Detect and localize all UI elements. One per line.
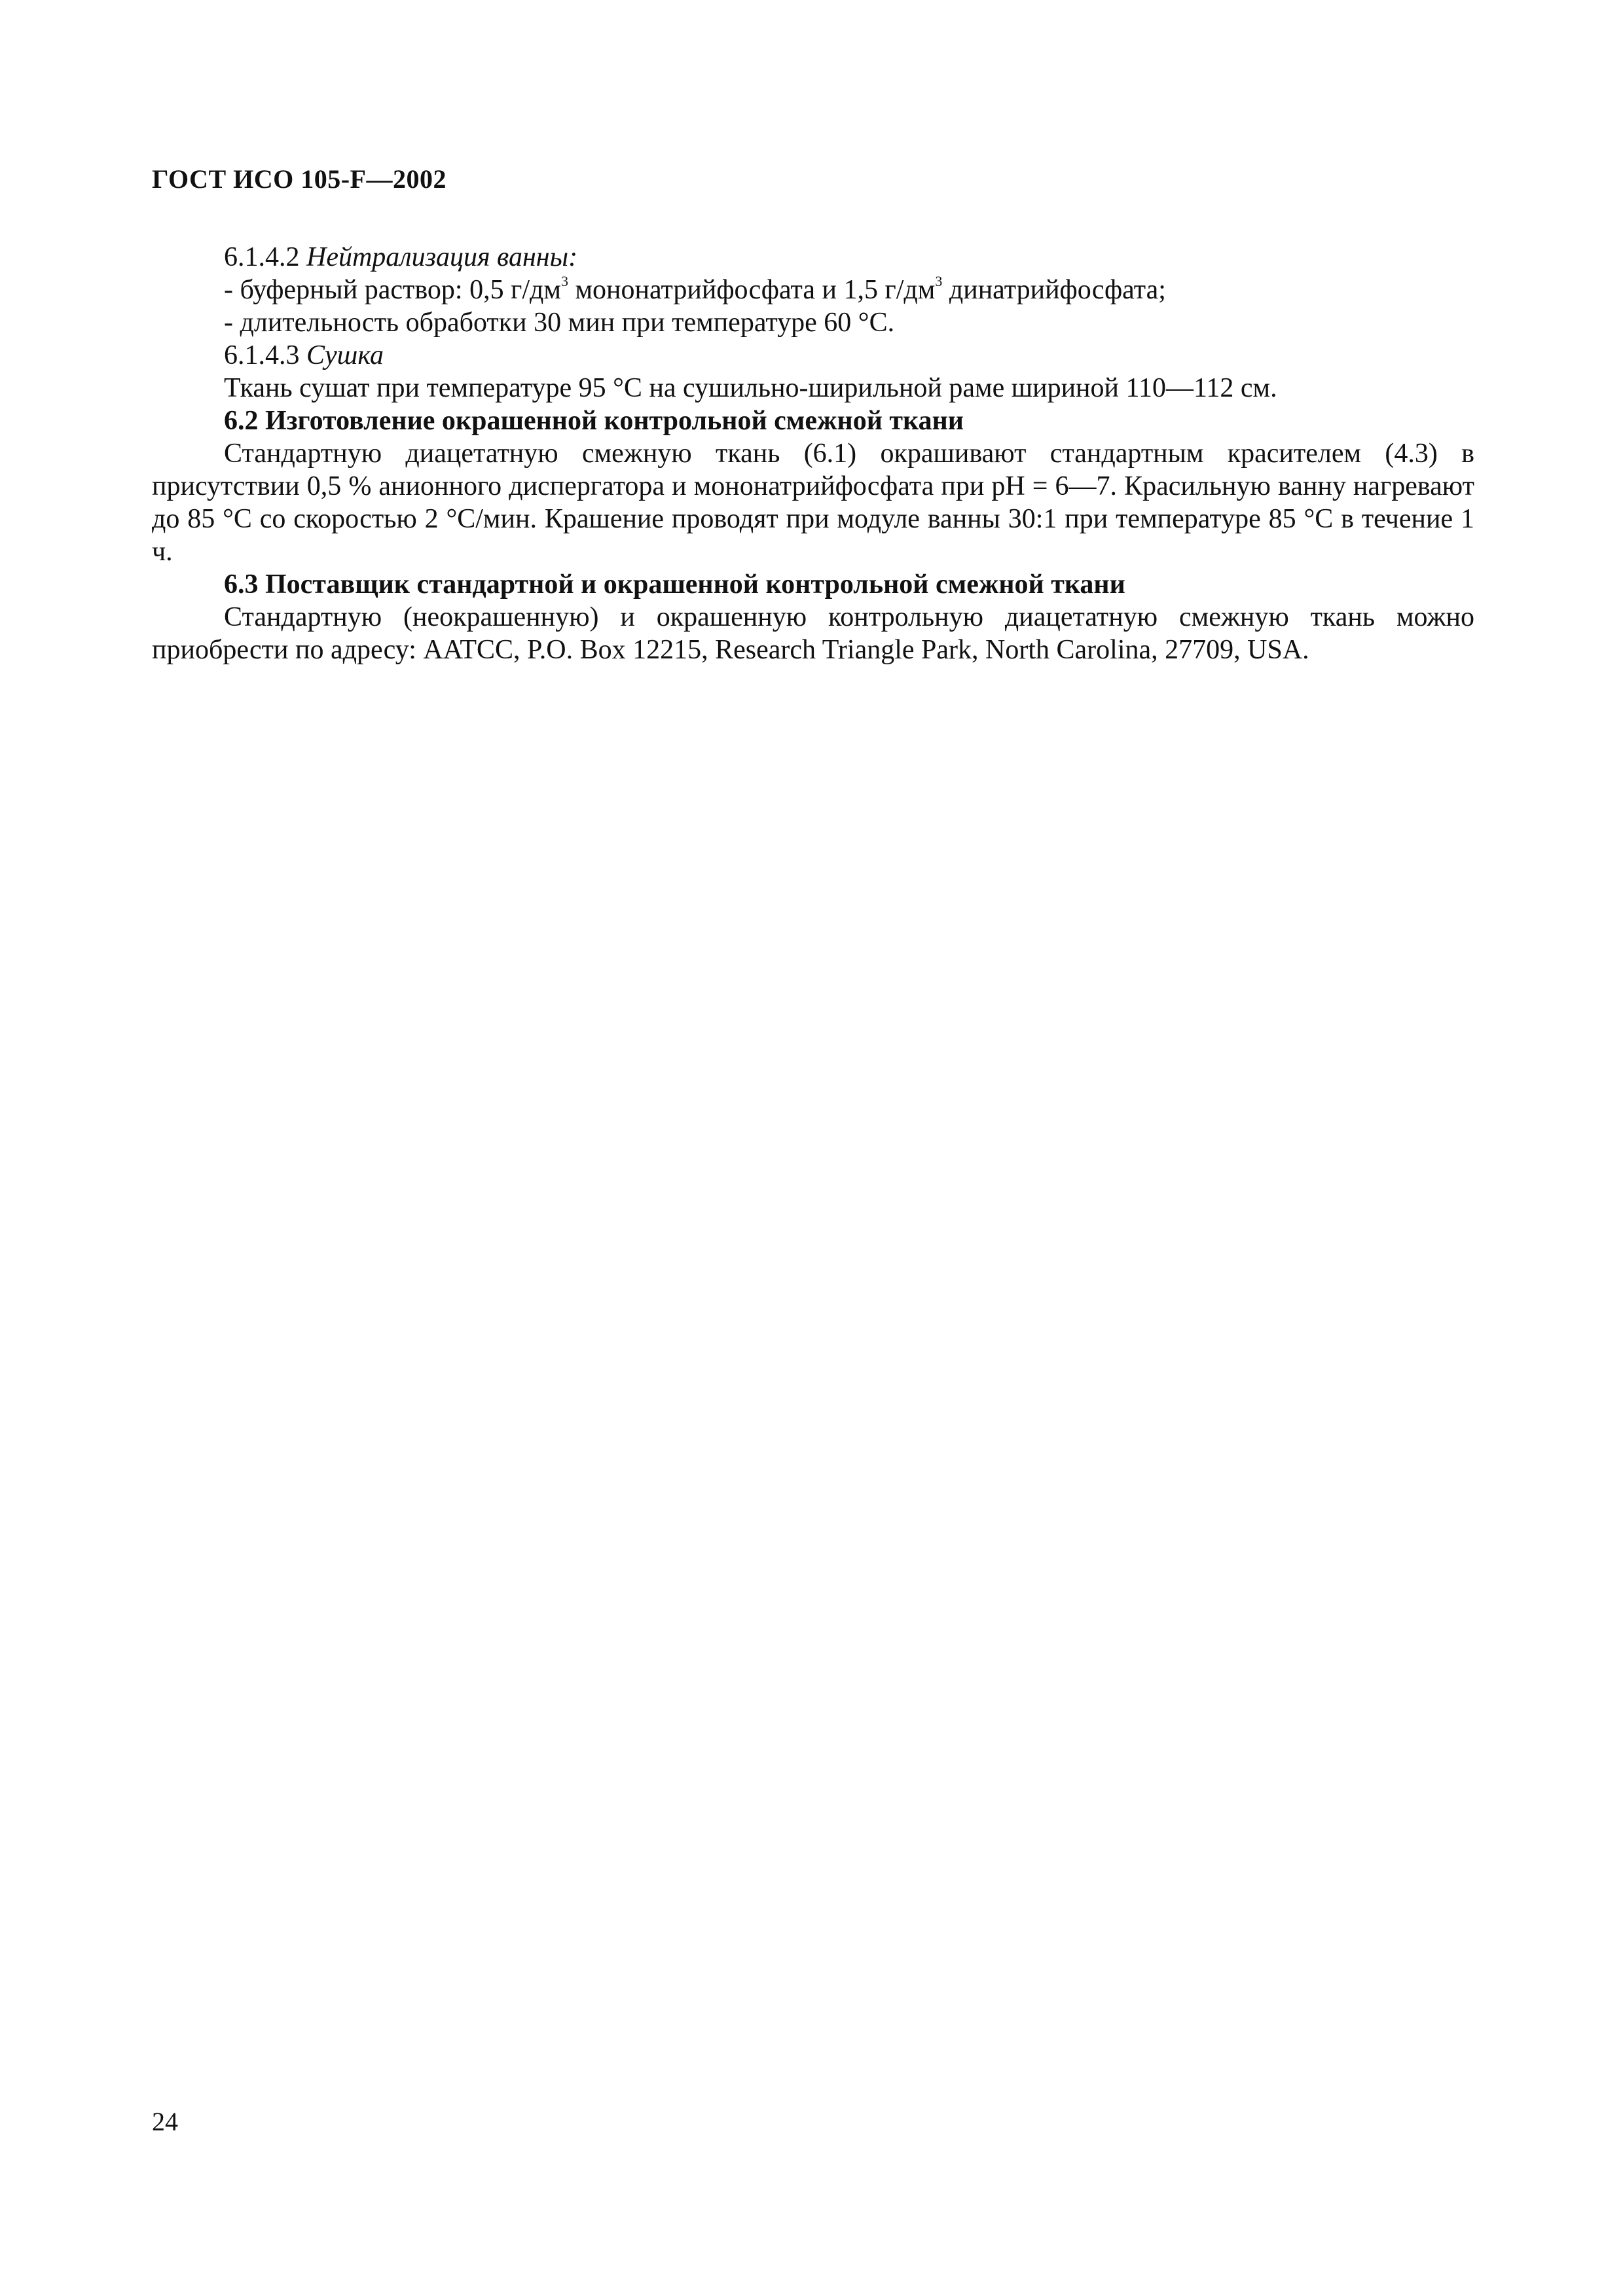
drying-paragraph: Ткань сушат при температуре 95 °С на сушильно-ширильной раме шириной 110—112 см.	[224, 373, 1277, 403]
section-6-2-paragraph: Стандартную диацетатную смежную ткань (6.1) окрашивают стандартным красителем (4.3) в присутствии 0,5 % анионного диспергатора и мононатрийфосфата при рН = 6—7. Красильную ванну нагревают до 85 °С со скоростью 2 °С/мин. Крашение проводят при модуле ванны 30:1 при температуре 85 °С в течение 1 ч.	[152, 439, 1474, 567]
clause-number: 6.1.4.3	[224, 340, 300, 370]
superscript-3: 3	[935, 273, 943, 289]
document-body	[152, 241, 1474, 666]
duration-item: - длительность обработки 30 мин при температуре 60 °С.	[224, 308, 895, 338]
document-header: ГОСТ ИСО 105-F—2002	[152, 164, 447, 194]
superscript-3: 3	[560, 273, 568, 289]
section-6-3-heading: 6.3 Поставщик стандартной и окрашенной контрольной смежной ткани	[224, 569, 1125, 600]
buffer-text-1: - буферный раствор: 0,5 г/дм	[224, 275, 561, 305]
clause-title: Нейтрализация ванны:	[306, 242, 578, 272]
clause-title: Сушка	[306, 340, 384, 370]
clause-6-1-4-2-title	[152, 241, 1474, 274]
buffer-text-2: мононатрийфосфата и 1,5 г/дм	[568, 275, 936, 305]
buffer-text-3: динатрийфосфата;	[942, 275, 1166, 305]
section-6-3-paragraph: Стандартную (неокрашенную) и окрашенную контрольную диацетатную смежную ткань можно приобрести по адресу: AATCC, P.O. Box 12215, Research Triangle Park, North Carolina, 27709, USA.	[152, 602, 1474, 665]
clause-number: 6.1.4.2	[224, 242, 300, 272]
section-6-2-heading: 6.2 Изготовление окрашенной контрольной смежной ткани	[224, 406, 964, 436]
page-number: 24	[152, 2107, 178, 2136]
buffer-solution-item	[152, 274, 1474, 306]
clause-6-1-4-3-title	[152, 339, 1474, 372]
